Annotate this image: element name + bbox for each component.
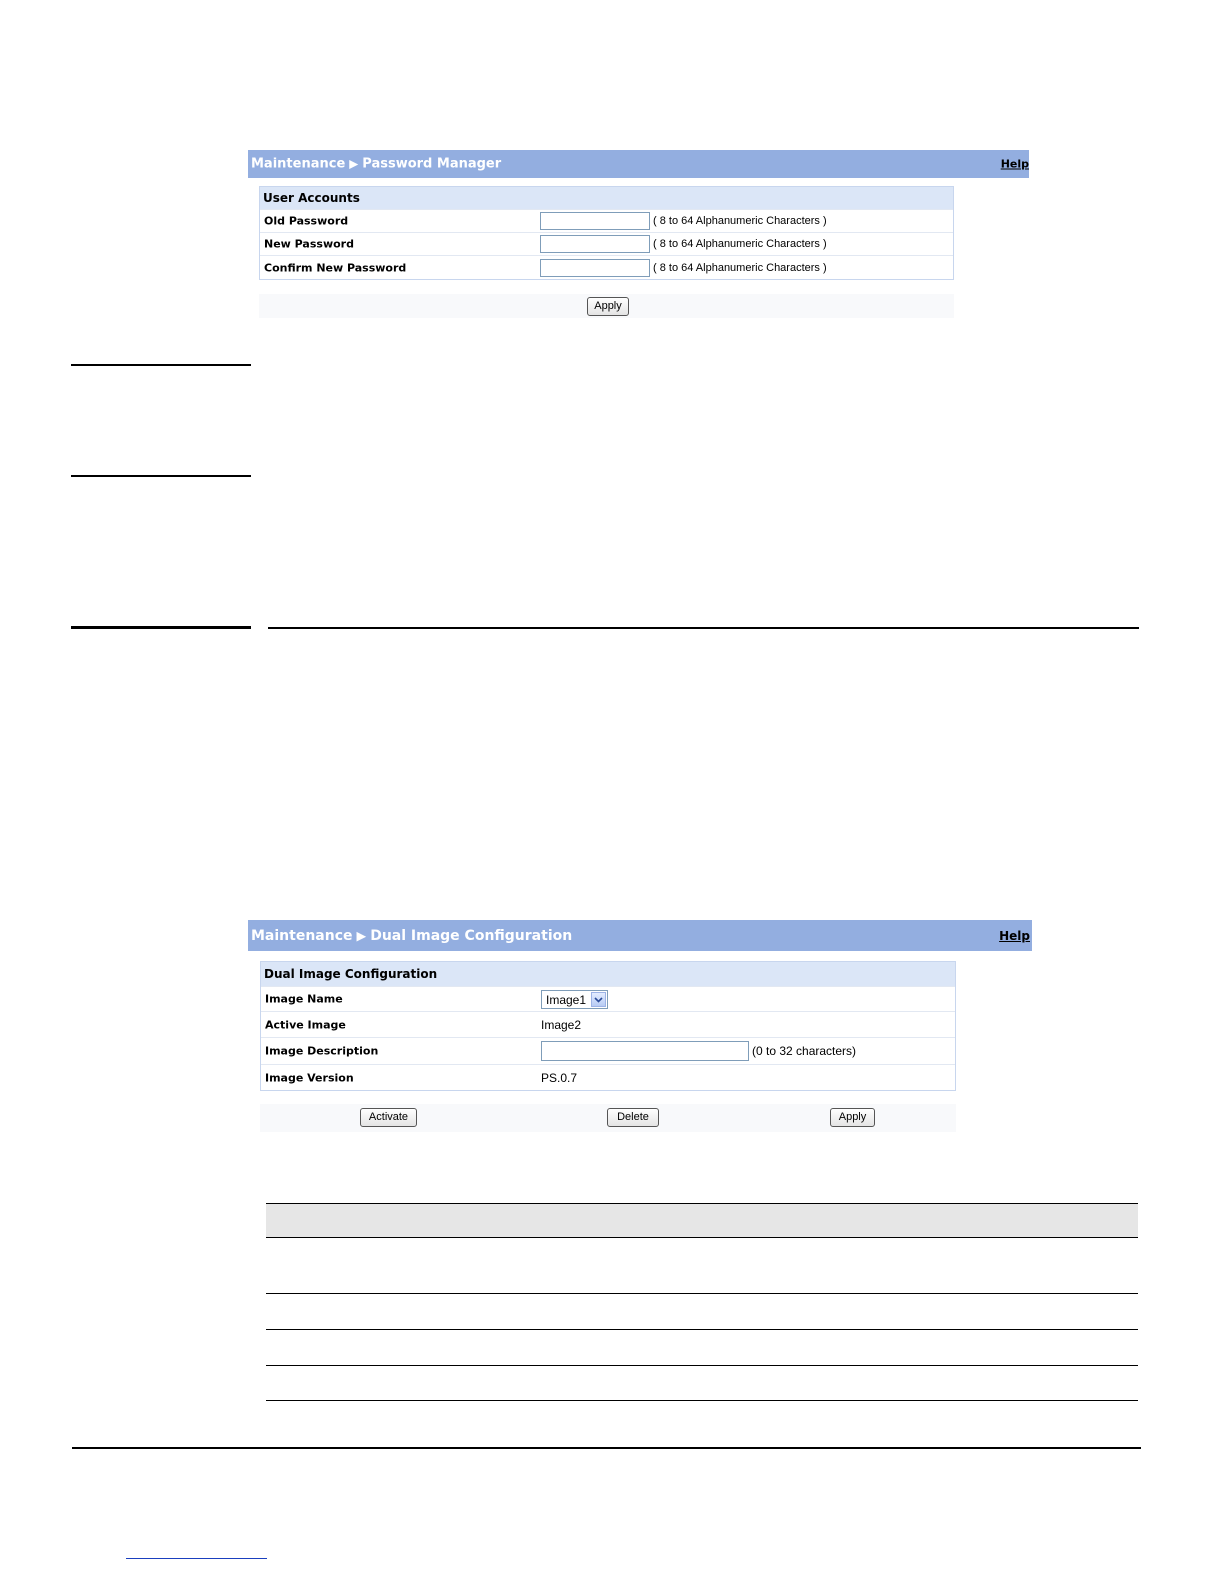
- activate-button[interactable]: Activate: [360, 1108, 417, 1127]
- active-image-value: Image2: [541, 1017, 582, 1032]
- breadcrumb: [251, 928, 572, 944]
- delete-button[interactable]: Delete: [607, 1108, 659, 1127]
- margin-rule: [71, 475, 251, 477]
- image-version-row: [261, 1064, 955, 1090]
- table-header: [266, 1203, 1138, 1238]
- breadcrumb-section: Maintenance: [251, 156, 346, 172]
- confirm-password-label: Confirm New Password: [264, 261, 407, 274]
- help-link[interactable]: Help: [999, 928, 1030, 943]
- breadcrumb-page: Dual Image Configuration: [370, 927, 573, 944]
- new-password-label: New Password: [264, 237, 354, 251]
- margin-rule: [71, 364, 251, 366]
- dual-image-title-bar: [248, 920, 1032, 951]
- breadcrumb-section: Maintenance: [251, 927, 353, 944]
- new-password-input[interactable]: [540, 235, 650, 253]
- dual-image-button-bar: [260, 1104, 956, 1132]
- old-password-hint: ( 8 to 64 Alphanumeric Characters ): [653, 215, 827, 227]
- old-password-row: [260, 209, 953, 232]
- password-button-bar: [259, 294, 954, 318]
- image-version-label: Image Version: [265, 1071, 354, 1084]
- form-title: User Accounts: [260, 187, 953, 209]
- apply-button[interactable]: Apply: [587, 297, 629, 316]
- new-password-row: [260, 232, 953, 255]
- image-name-select[interactable]: [541, 990, 608, 1009]
- image-description-row: [261, 1037, 955, 1064]
- dual-image-form: [260, 961, 956, 1091]
- section-rule-left: [71, 626, 251, 629]
- table-row-divider: [266, 1293, 1138, 1294]
- active-image-row: [261, 1011, 955, 1037]
- image-description-hint: (0 to 32 characters): [752, 1044, 857, 1058]
- confirm-password-input[interactable]: [540, 259, 650, 277]
- image-name-selected: Image1: [546, 992, 587, 1007]
- old-password-input[interactable]: [540, 212, 650, 230]
- table-row-divider: [266, 1365, 1138, 1366]
- right-triangle-icon: ▶: [349, 156, 359, 171]
- image-name-label: Image Name: [265, 992, 343, 1006]
- form-title: Dual Image Configuration: [261, 962, 955, 986]
- confirm-password-row: [260, 255, 953, 279]
- breadcrumb: [251, 157, 501, 172]
- image-description-label: Image Description: [265, 1044, 379, 1058]
- old-password-label: Old Password: [264, 214, 349, 228]
- footer-link-underline: [126, 1557, 267, 1559]
- user-accounts-form: [259, 186, 954, 280]
- section-rule-right: [268, 627, 1139, 629]
- image-version-value: PS.0.7: [541, 1070, 578, 1085]
- table-row-divider: [266, 1329, 1138, 1330]
- password-manager-title-bar: [248, 150, 1029, 178]
- confirm-password-hint: ( 8 to 64 Alphanumeric Characters ): [653, 261, 827, 274]
- image-description-input[interactable]: [541, 1041, 749, 1061]
- footer-rule: [72, 1447, 1141, 1449]
- table-row-divider: [266, 1400, 1138, 1401]
- chevron-down-icon[interactable]: [591, 992, 606, 1007]
- apply-button[interactable]: Apply: [830, 1108, 875, 1127]
- right-triangle-icon: ▶: [356, 927, 367, 943]
- image-name-row: [261, 986, 955, 1011]
- breadcrumb-page: Password Manager: [362, 156, 502, 172]
- active-image-label: Active Image: [265, 1018, 346, 1031]
- help-link[interactable]: Help: [1000, 157, 1029, 171]
- document-table: [266, 1203, 1138, 1403]
- new-password-hint: ( 8 to 64 Alphanumeric Characters ): [653, 238, 827, 250]
